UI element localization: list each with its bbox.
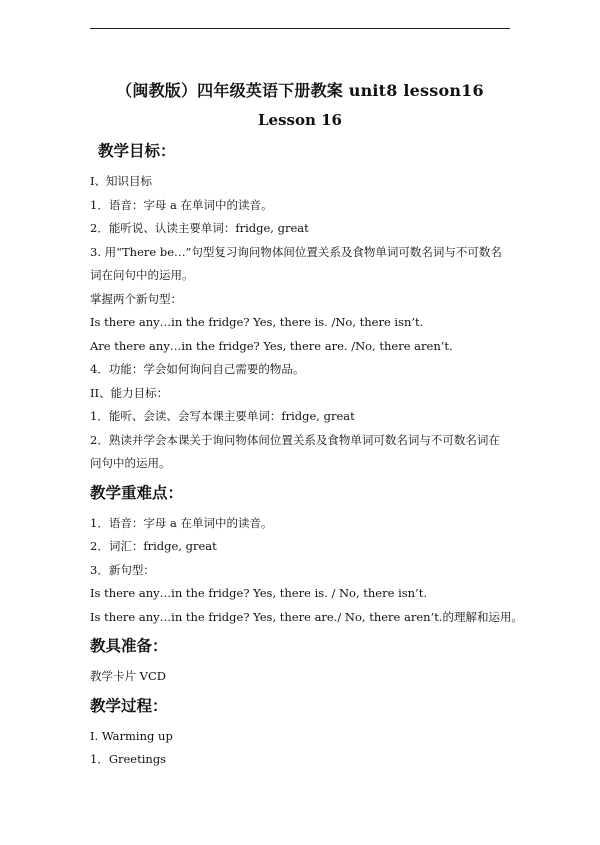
objectives-line: 3. 用“There be…”句型复习询问物体间位置关系及食物单词可数名词与不可数名词在问句中的运用。 — [90, 244, 502, 282]
objectives-line: 2．能听说、认读主要单词：fridge, great — [90, 221, 309, 235]
objectives-line: II、能力目标： — [90, 385, 169, 400]
objectives-line: Are there any…in the fridge? Yes, there are. /No, there aren’t. — [90, 338, 453, 353]
key-points-line: Is there any…in the fridge? Yes, there is. / No, there isn’t. — [90, 586, 427, 600]
key-points-line: 2．词汇：fridge, great — [90, 539, 217, 553]
document-title: （闽教版）四年级英语下册教案 unit8 lesson16 — [116, 81, 484, 100]
section-heading-objectives: 教学目标： — [98, 141, 176, 160]
objectives-line: I、知识目标 — [90, 174, 153, 188]
document-body — [90, 140, 523, 772]
process-line: I. Warming up — [90, 728, 173, 743]
key-points-line: Is there any…in the fridge? Yes, there are./ No, there aren’t.的理解和运用。 — [90, 609, 523, 624]
objectives-line: 4．功能：学会如何询问自己需要的物品。 — [90, 362, 305, 376]
document-subtitle: Lesson 16 — [258, 111, 342, 129]
header-rule — [90, 28, 510, 29]
process-line: 1．Greetings — [90, 752, 167, 766]
objectives-line: Is there any…in the fridge? Yes, there is. /No, there isn’t. — [90, 315, 424, 329]
objectives-line: 掌握两个新句型： — [90, 291, 182, 306]
section-heading-key-points: 教学重难点： — [90, 482, 184, 502]
key-points-line: 3．新句型： — [90, 562, 155, 577]
objectives-line: 1．语音：字母 a 在单词中的读音。 — [90, 197, 273, 212]
key-points-line: 1．语音：字母 a 在单词中的读音。 — [90, 515, 273, 530]
section-heading-materials: 教具准备： — [90, 636, 168, 655]
objectives-line: 1．能听、会读、会写本课主要单词：fridge, great — [90, 409, 355, 423]
materials-line: 教学卡片 VCD — [90, 669, 166, 683]
section-heading-process: 教学过程： — [90, 695, 168, 715]
objectives-line: 2．熟读并学会本课关于询问物体间位置关系及食物单词可数名词与不可数名词在问句中的运用。 — [90, 432, 500, 470]
